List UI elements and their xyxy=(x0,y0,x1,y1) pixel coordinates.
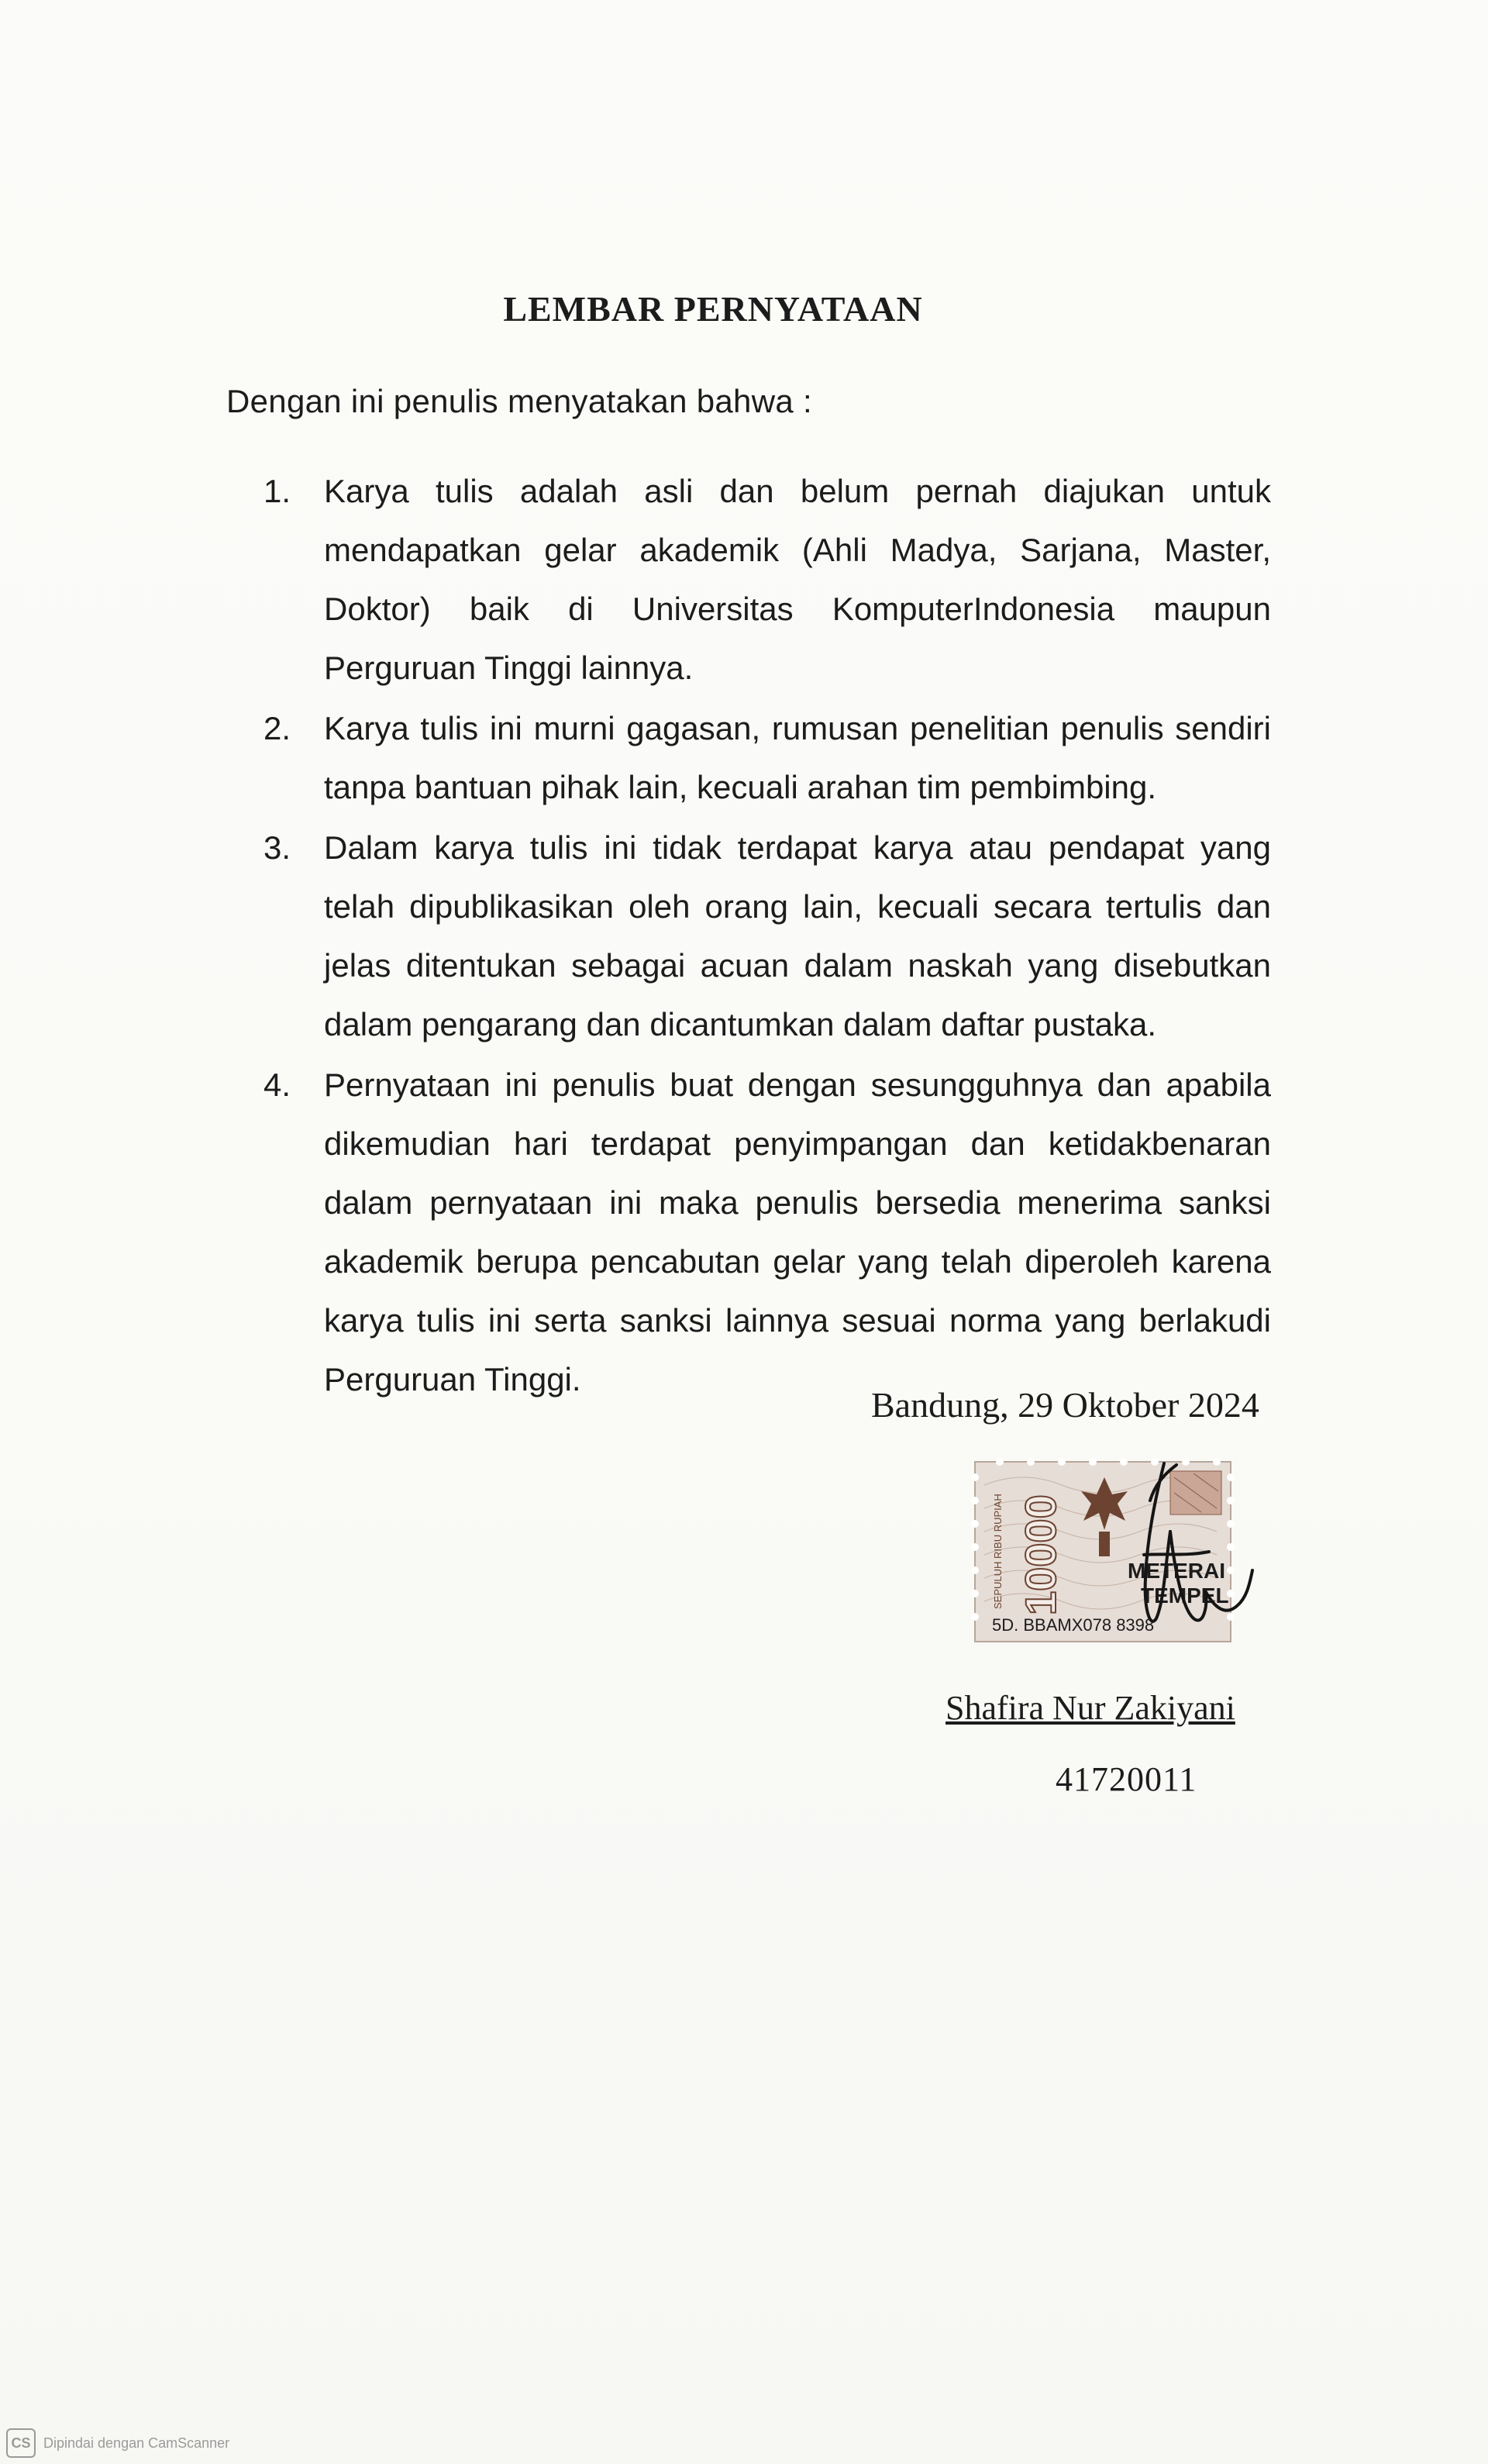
camscanner-logo-icon: CS xyxy=(6,2428,36,2458)
statement-item-1 xyxy=(264,462,1271,698)
stamp-label-tempel: TEMPEL xyxy=(1141,1584,1229,1608)
stamp-label-meterai: METERAI xyxy=(1128,1559,1225,1583)
document-title: LEMBAR PERNYATAAN xyxy=(503,289,923,329)
scanner-watermark xyxy=(6,2428,229,2458)
stamp-side-text: SEPULUH RIBU RUPIAH xyxy=(992,1494,1004,1609)
statement-list xyxy=(264,462,1271,1411)
statement-number: 1. xyxy=(264,473,291,509)
signer-name: Shafira Nur Zakiyani xyxy=(946,1689,1235,1727)
statement-item-2 xyxy=(264,699,1271,817)
meterai-stamp xyxy=(961,1454,1318,1648)
stamp-serial: 5D. BBAMX078 8398 xyxy=(992,1615,1155,1635)
statement-number: 4. xyxy=(264,1067,291,1103)
statement-text: Karya tulis adalah asli dan belum pernah diajukan untuk mendapatkan gelar akademik (Ahli Madya, Sarjana, Master, Doktor) baik di Universitas KomputerIndonesia maupun Perguruan Tinggi lainnya. xyxy=(324,473,1271,686)
statement-text: Pernyataan ini penulis buat dengan sesungguhnya dan apabila dikemudian hari terdapat penyimpangan dan ketidakbenaran dalam pernyataan ini maka penulis bersedia menerima sanksi akademik berupa pencabutan gelar yang telah diperoleh karena karya tulis ini serta sanksi lainnya sesuai norma yang berlakudi Perguruan Tinggi. xyxy=(324,1067,1271,1397)
statement-text: Karya tulis ini murni gagasan, rumusan penelitian penulis sendiri tanpa bantuan pihak lain, kecuali arahan tim pembimbing. xyxy=(324,710,1271,805)
statement-number: 3. xyxy=(264,829,291,866)
scanner-watermark-text: Dipindai dengan CamScanner xyxy=(43,2435,230,2451)
signer-id: 41720011 xyxy=(1056,1760,1197,1798)
statement-item-4 xyxy=(264,1056,1271,1409)
stamp-value: 10000 xyxy=(1016,1494,1065,1615)
intro-text: Dengan ini penulis menyatakan bahwa : xyxy=(226,383,812,419)
statement-text: Dalam karya tulis ini tidak terdapat karya atau pendapat yang telah dipublikasikan oleh orang lain, kecuali secara tertulis dan jelas ditentukan sebagai acuan dalam naskah yang disebutkan dalam pengarang dan dicantumkan dalam daftar pustaka. xyxy=(324,829,1271,1042)
statement-item-3 xyxy=(264,818,1271,1054)
statement-number: 2. xyxy=(264,710,291,746)
place-date: Bandung, 29 Oktober 2024 xyxy=(871,1385,1259,1425)
